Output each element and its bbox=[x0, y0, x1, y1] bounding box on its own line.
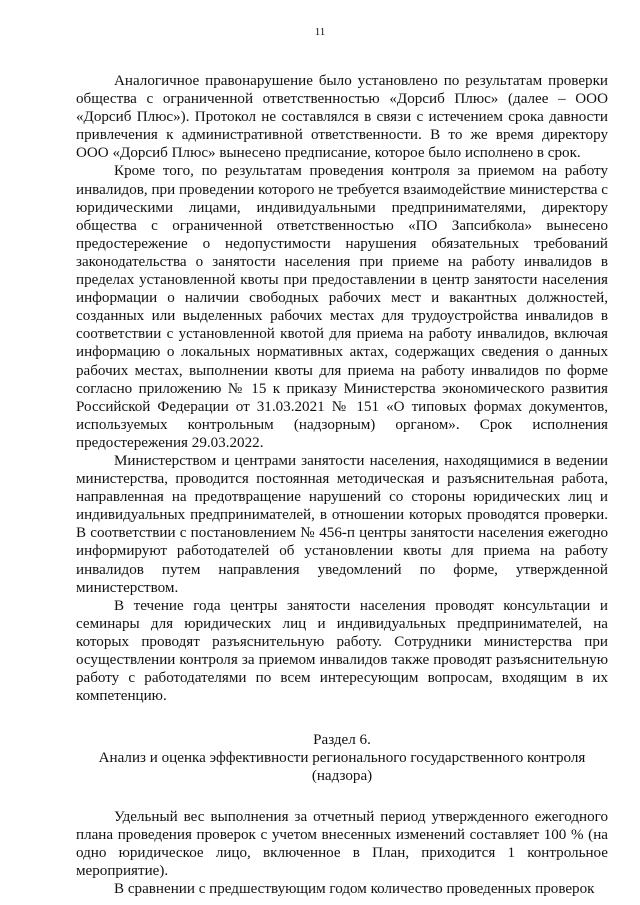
paragraph-consultations: В течение года центры занятости населения проводят консультации и семинары для юридических лиц и индивидуальных предпринимателей, на которых проводят разъяснительную работу. Сотрудники министерства при осуществлении контроля за приемом инвалидов также проводят разъяснительную работу с работодателями по всем интересующим вопросам, входящим в их компетенцию. bbox=[76, 597, 608, 705]
paragraph-zapsibkola-warning: Кроме того, по результатам проведения контроля за приемом на работу инвалидов, при проведении которого не требуется взаимодействие министерства с юридическими лицами, индивидуальными предпринимателями, директору общества с ограниченной ответственностью «ПО Запсибкола» вынесено предостережение о недопустимости нарушения обязательных требований законодательства о занятости населения при приеме на работу инвалидов в пределах установленной квоты при предоставлении в центр занятости населения информации о наличии свободных рабочих мест и вакантных должностей, созданных или выделенных рабочих местах для трудоустройства инвалидов в соответствии с установленной квотой для приема на работу инвалидов, включая информацию о локальных нормативных актах, содержащих сведения о данных рабочих местах, выполнении квоты для приема на работу инвалидов по форме согласно приложению № 15 к приказу Министерства экономического развития Российской Федерации от 31.03.2021 № 151 «О типовых формах документов, используемых контрольным (надзорным) органом». Срок исполнения предостережения 29.03.2022. bbox=[76, 163, 608, 451]
page-number: 11 bbox=[314, 26, 326, 38]
section-body bbox=[76, 808, 608, 898]
section-number: Раздел 6. bbox=[313, 732, 371, 749]
section-title-line-2: (надзора) bbox=[311, 768, 373, 785]
section-heading bbox=[76, 731, 608, 785]
document-body bbox=[76, 72, 608, 898]
paragraph-dorsib-plus: Аналогичное правонарушение было установлено по результатам проверки общества с ограниченной ответственностью «Дорсиб Плюс» (далее – ООО «Дорсиб Плюс»). Протокол не составлялся в связи с истечением срока давности привлечения к административной ответственности. В то же время директору ООО «Дорсиб Плюс» вынесено предписание, которое было исполнено в срок. bbox=[76, 73, 608, 162]
section-title-line-1: Анализ и оценка эффективности регионального государственного контроля bbox=[98, 750, 586, 767]
paragraph-comparison: В сравнении с предшествующим годом количество проведенных проверок bbox=[114, 880, 595, 897]
paragraph-methodical-work: Министерством и центрами занятости населения, находящимися в ведении министерства, проводится постоянная методическая и разъяснительная работа, направленная на предотвращение нарушений со стороны юридических лиц и индивидуальных предпринимателей, в отношении которых проводятся проверки. В соответствии с постановлением № 456-п центры занятости населения ежегодно информируют работодателей об установлении квоты для приема на работу инвалидов путем направления уведомлений по форме, утвержденной министерством. bbox=[76, 452, 608, 596]
paragraph-plan-execution: Удельный вес выполнения за отчетный период утвержденного ежегодного плана проведения проверок с учетом внесенных изменений составляет 100 % (на одно юридическое лицо, включенное в План, приходится 1 контрольное мероприятие). bbox=[76, 808, 608, 879]
